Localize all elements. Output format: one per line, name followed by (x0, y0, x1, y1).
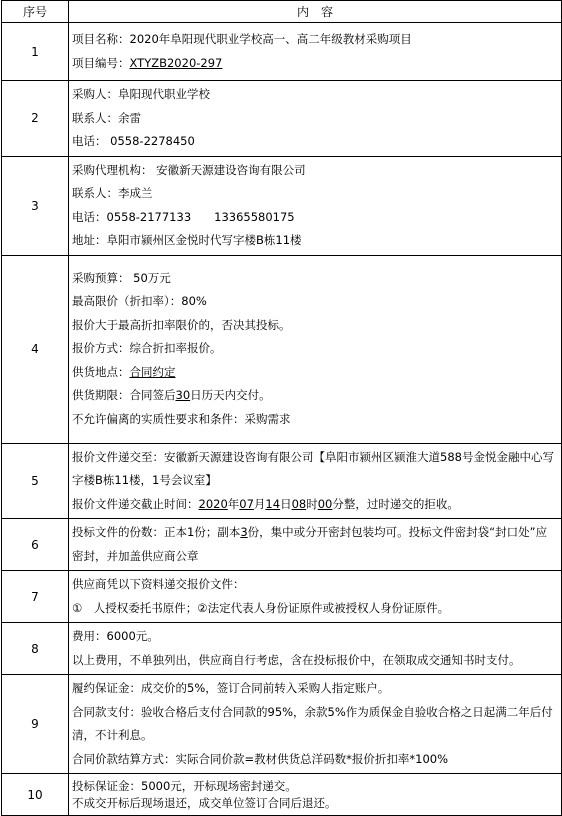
line-text: 费用：6000元。 (72, 629, 159, 643)
content-line (72, 384, 557, 408)
content-line (72, 28, 557, 52)
line-text: 供货地点： (72, 364, 130, 379)
row-content (69, 443, 562, 519)
underlined-value: 合同约定 (129, 364, 176, 379)
content-line (72, 597, 557, 621)
content-line (72, 493, 557, 517)
line-text: 日 (280, 496, 292, 511)
content-line (72, 361, 557, 385)
row-content (69, 519, 562, 571)
line-text: 采购预算： 50万元 (72, 270, 171, 285)
line-text: 履约保证金：成交价的5%，签订合同前转入采购人指定账户。 (72, 681, 390, 695)
row-number: 6 (2, 519, 69, 571)
table-row (2, 519, 562, 571)
line-text: 不允许偏离的实质性要求和条件：采购需求 (72, 411, 291, 426)
line-text: 份，集中或分开密封包装均可。投标文件密封袋“封口处”应密封，并加盖供应商公章 (72, 525, 548, 563)
line-text: 电话： 0558-2278450 (72, 134, 195, 148)
line-text: 最高限价（折扣率）：80% (72, 294, 207, 309)
row-content (69, 255, 562, 443)
table-row (2, 255, 562, 443)
content-line (72, 795, 557, 812)
header-content: 内 容 (69, 1, 562, 23)
line-text: 合同款支付：验收合格后支付合同款的95%，余款5%作为质保金自验收合格之日起满二年后付清，不计利息。 (72, 704, 553, 742)
line-text: 日历天内交付。 (190, 388, 271, 403)
line-text: 电话：0558-2177133 13365580175 (72, 209, 295, 224)
table-row (2, 443, 562, 519)
underlined-value: 00 (317, 496, 333, 511)
underlined-value: 08 (291, 496, 307, 511)
line-text: 年 (227, 496, 240, 511)
line-text: 采购人：阜阳现代职业学校 (72, 87, 210, 101)
row-number: 10 (2, 774, 69, 816)
line-text: 投标保证金：5000元，开标现场密封递交。 (72, 778, 297, 793)
line-text: 以上费用，不单独列出，供应商自行考虑，含在投标报价中，在领取成交通知书时支付。 (72, 652, 521, 667)
content-line (72, 573, 557, 597)
line-text: 报价文件递交至：安徽新天源建设咨询有限公司【阜阳市颍州区颍淮大道588号金悦金融中心写字楼B栋11楼，1号会议室】 (72, 449, 554, 487)
underlined-value: 2020 (198, 496, 228, 511)
content-line (72, 625, 557, 649)
line-text: 供货期限：合同签后 (72, 388, 176, 403)
table-row (2, 774, 562, 816)
underlined-value: 14 (265, 496, 281, 511)
line-text: 联系人：余雷 (72, 110, 141, 125)
table-row (2, 675, 562, 774)
content-line (72, 107, 557, 131)
line-text: 供应商凭以下资料递交报价文件： (72, 577, 245, 591)
row-number: 9 (2, 675, 69, 774)
content-line (72, 83, 557, 107)
content-line (72, 649, 557, 673)
line-text: 项目名称：2020年阜阳现代职业学校高一、高二年级教材采购项目 (72, 32, 412, 46)
content-line (72, 446, 557, 493)
row-number: 7 (2, 571, 69, 623)
content-line (72, 267, 557, 291)
content-line (72, 52, 557, 76)
line-text: 合同价款结算方式：实际合同价款=教材供货总洋码数*报价折扣率*100% (72, 751, 449, 766)
row-content (69, 81, 562, 157)
content-line (72, 778, 557, 795)
line-text: 月 (253, 496, 266, 511)
content-line (72, 748, 557, 772)
row-number: 2 (2, 81, 69, 157)
content-line (72, 290, 557, 314)
underlined-value: 3 (240, 525, 248, 539)
table-row (2, 571, 562, 623)
row-content (69, 571, 562, 623)
row-content (69, 156, 562, 255)
table-body (2, 23, 562, 816)
content-line (72, 677, 557, 701)
content-line (72, 521, 557, 568)
line-text: 地址：阜阳市颍州区金悦时代写字楼B栋11楼 (72, 233, 302, 247)
line-text: 采购代理机构： 安徽新天源建设咨询有限公司 (72, 162, 306, 177)
row-content (69, 774, 562, 816)
row-number: 8 (2, 623, 69, 675)
content-line (72, 130, 557, 154)
line-text: 时 (306, 496, 318, 511)
content-line (72, 229, 557, 253)
procurement-info-table (1, 0, 562, 816)
line-text: 不成交开标后现场退还，成交单位签订合同后退还。 (72, 795, 337, 810)
header-serial-number: 序号 (2, 1, 69, 23)
content-line (72, 337, 557, 361)
content-line (72, 206, 557, 230)
line-text: 报价方式：综合折扣率报价。 (72, 341, 222, 356)
row-number: 1 (2, 23, 69, 81)
content-line (72, 182, 557, 206)
table-row (2, 81, 562, 157)
content-line (72, 408, 557, 432)
line-text: 投标文件的份数：正本1份；副本 (72, 525, 241, 539)
row-number: 4 (2, 255, 69, 443)
line-text: 分整，过时递交的拒收。 (332, 496, 459, 511)
line-text: 项目编号： (72, 55, 130, 70)
table-header-row (2, 1, 562, 23)
line-text: 报价文件递交截止时间： (72, 496, 199, 511)
row-number: 5 (2, 443, 69, 519)
underlined-value: XTYZB2020-297 (129, 55, 223, 70)
line-text: ① 人授权委托书原件；②法定代表人身份证原件或被授权人身份证原件。 (72, 600, 450, 615)
row-number: 3 (2, 156, 69, 255)
content-line (72, 314, 557, 338)
underlined-value: 30 (175, 388, 191, 403)
table-row (2, 23, 562, 81)
line-text: 报价大于最高折扣率限价的，否决其投标。 (72, 317, 291, 332)
line-text: 联系人：李成兰 (72, 186, 153, 200)
row-content (69, 23, 562, 81)
underlined-value: 07 (239, 496, 254, 511)
row-content (69, 623, 562, 675)
table-row (2, 623, 562, 675)
table-row (2, 156, 562, 255)
content-line (72, 159, 557, 183)
row-content (69, 675, 562, 774)
content-line (72, 701, 557, 748)
